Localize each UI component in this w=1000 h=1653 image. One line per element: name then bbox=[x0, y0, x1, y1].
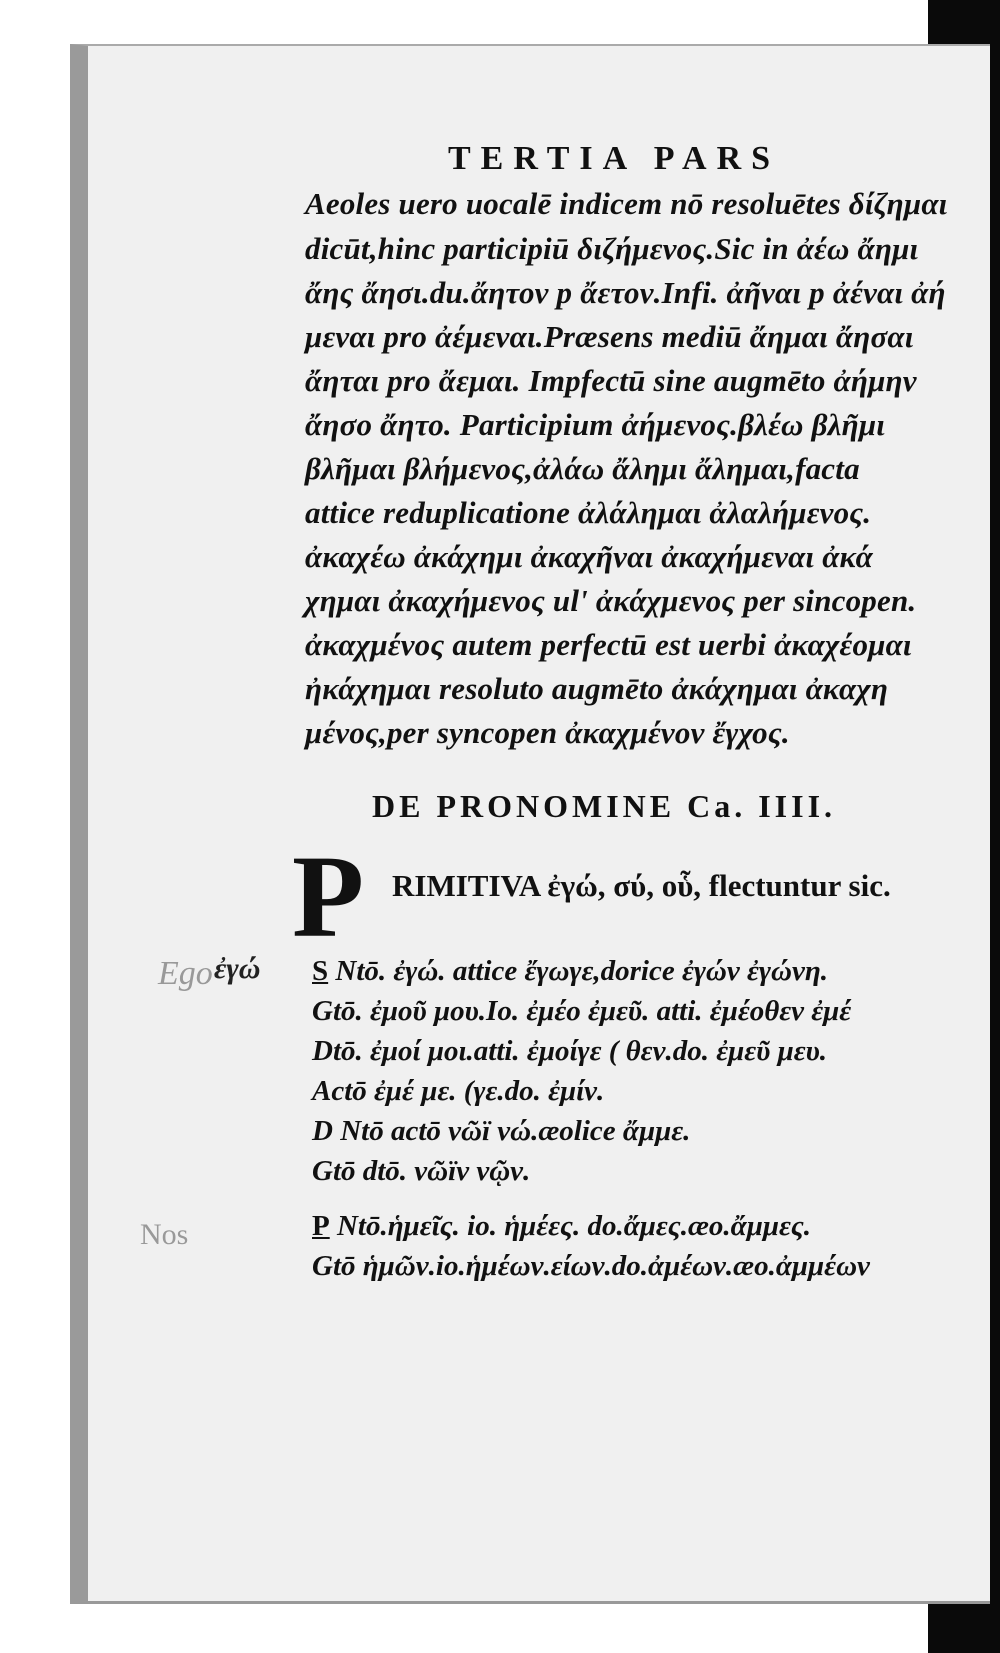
paragraph-line: ἄηται pro ἄεμαι. Impfectū sine augmēto ἀήμην bbox=[305, 363, 917, 398]
paragraph-line: ἠκάχημαι resoluto augmēto ἀκάχημαι ἀκαχη bbox=[305, 671, 889, 706]
declension-row bbox=[312, 1115, 690, 1148]
running-head: TERTIA PARS bbox=[448, 140, 781, 177]
declension-text: Dtō. ἐμοί μοι.atti. ἐμοίγε ( θεν.do. ἐμεῦ μευ. bbox=[312, 1035, 828, 1067]
declension-row bbox=[312, 995, 851, 1028]
primitiva-line: RIMITIVA ἐγώ, σύ, οὗ, flectuntur sic. bbox=[392, 868, 891, 903]
paragraph-line: attice reduplicatione ἀλάλημαι ἀλαλήμενος. bbox=[305, 495, 872, 530]
margin-note-ego-greek: ἐγώ bbox=[214, 952, 261, 985]
chapter-heading: DE PRONOMINE Ca. IIII. bbox=[372, 788, 837, 824]
declension-row bbox=[312, 1210, 811, 1243]
paragraph-line: dicūt,hinc participiū διζήμενος.Sic in ἀέω ἄημι bbox=[305, 231, 919, 266]
declension-text: Actō ἐμέ με. (γε.do. ἐμίν. bbox=[312, 1075, 605, 1107]
declension-text: Gtō ἡμῶν.io.ἡμέων.είων.do.ἀμέων.æo.ἀμμέων bbox=[312, 1250, 870, 1282]
declension-text: Gtō dtō. νῶϊν νῷν. bbox=[312, 1155, 531, 1187]
declension-text: Ntō.ἡμεῖς. io. ἡμέες. do.ἄμες.æo.ἄμμες. bbox=[329, 1210, 812, 1242]
declension-text: Ntō. ἐγώ. attice ἔγωγε,dorice ἐγών ἐγώνη. bbox=[328, 955, 828, 987]
margin-note-nos: Nos bbox=[140, 1218, 189, 1251]
declension-row bbox=[312, 1155, 530, 1188]
paragraph-line: ἄης ἄησι.du.ἄητον p ἄετον.Infi. ἀῆναι p ἀέναι ἀή bbox=[305, 275, 946, 310]
declension-text: D Ntō actō νῶϊ νώ.æolice ἄμμε. bbox=[312, 1115, 691, 1147]
number-marker: S bbox=[312, 955, 329, 987]
declension-text: Gtō. ἐμοῦ μου.Io. ἐμέο ἐμεῦ. atti. ἐμέοθεν ἐμέ bbox=[312, 995, 852, 1027]
paragraph-line: χημαι ἀκαχήμενος ul' ἀκάχμενος per sincopen. bbox=[305, 583, 917, 618]
paragraph-line: βλῆμαι βλήμενος,ἀλάω ἄλημι ἄλημαι,facta bbox=[305, 451, 860, 486]
drop-cap: P bbox=[292, 831, 365, 962]
paragraph-line: μένος,per syncopen ἀκαχμένον ἔγχος. bbox=[305, 715, 790, 750]
declension-row bbox=[312, 1035, 827, 1068]
declension-row bbox=[312, 1075, 604, 1108]
paragraph-line: μεναι pro ἀέμεναι.Præsens mediū ἄημαι ἄησαι bbox=[305, 319, 914, 354]
paragraph-line: ἀκαχέω ἀκάχημι ἀκαχῆναι ἀκαχήμεναι ἀκά bbox=[305, 539, 873, 574]
paragraph-line: ἄησο ἄητο. Participium ἀήμενος.βλέω βλῆμι bbox=[305, 407, 886, 442]
number-marker: P bbox=[312, 1210, 330, 1242]
paragraph-line: ἀκαχμένος autem perfectū est uerbi ἀκαχέομαι bbox=[305, 627, 912, 662]
declension-row bbox=[312, 1250, 870, 1283]
margin-note-ego: Ego bbox=[158, 955, 213, 992]
paragraph-line: Aeoles uero uocalē indicem nō resoluētes δίζημαι bbox=[305, 186, 948, 221]
declension-row bbox=[312, 955, 828, 988]
